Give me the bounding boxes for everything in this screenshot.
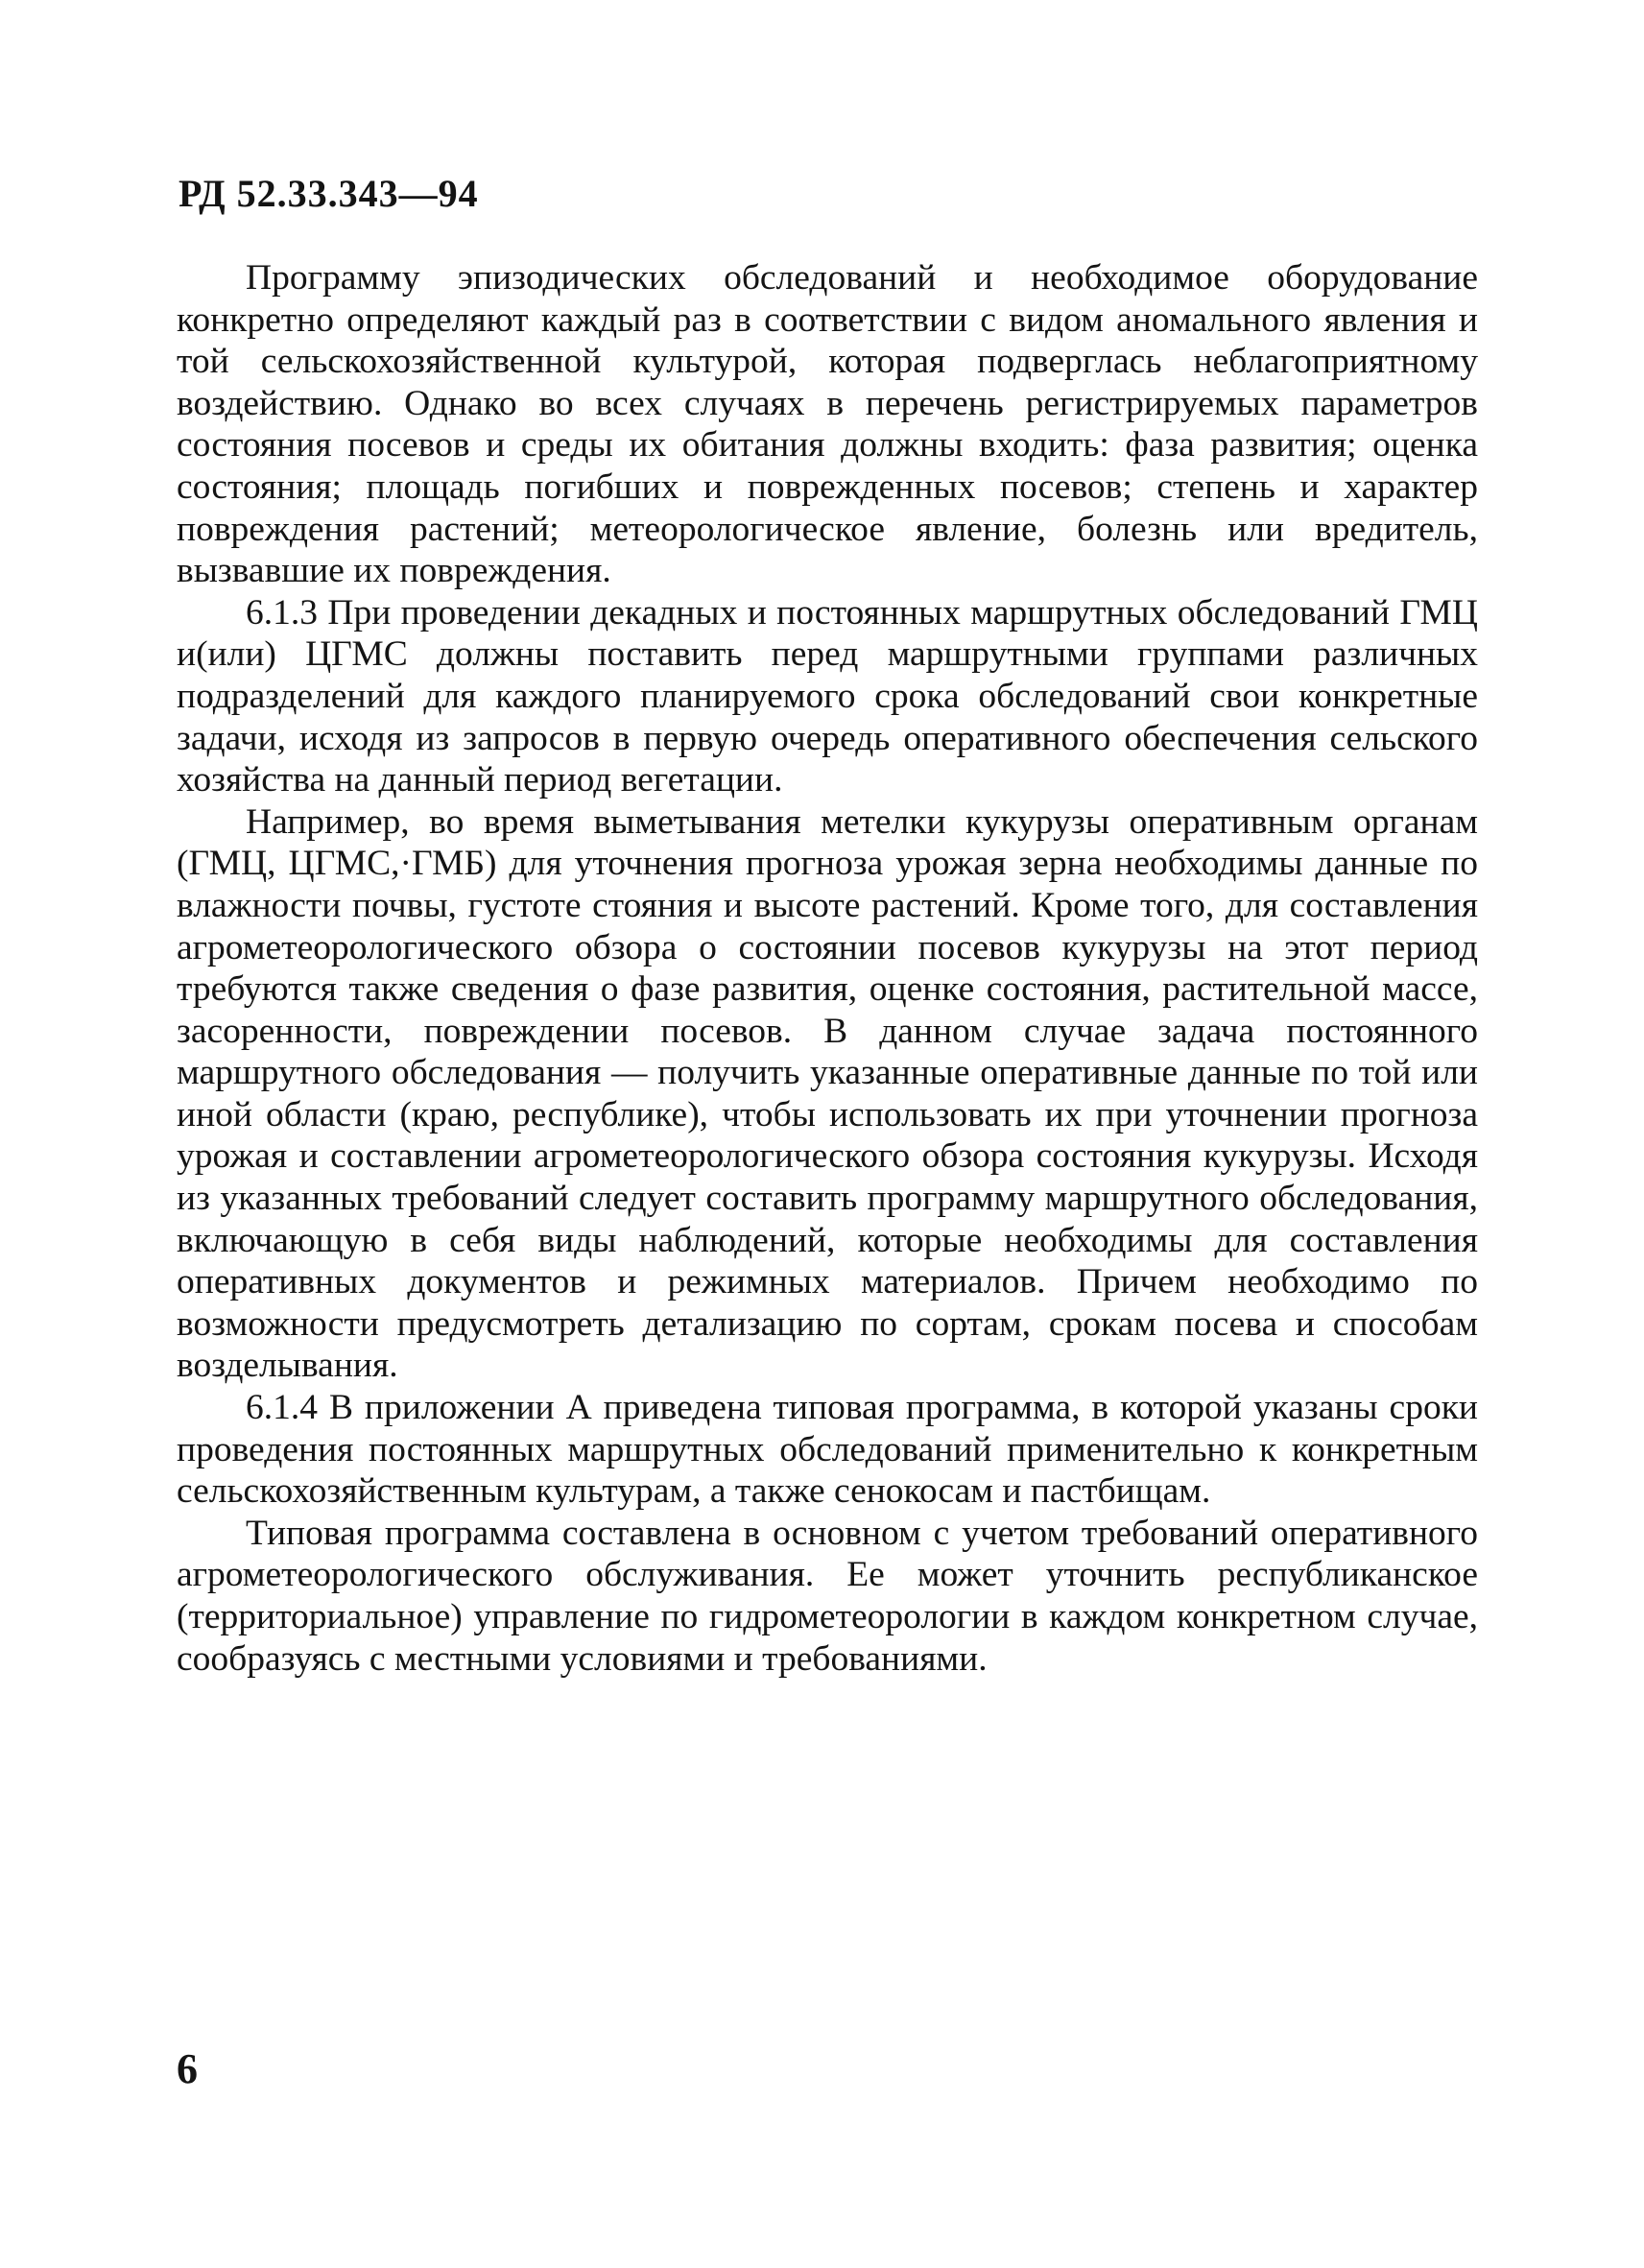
document-body [177,257,1478,1680]
paragraph-episodic-surveys: Программу эпизодических обследований и необходимое оборудование конкретно определяют каждый раз в соответствии с видом аномального явления и той сельскохозяйственной культурой, которая подверглась неблагоприятному воздействию. Однако во всех случаях в перечень регистрируемых параметров состояния посевов и среды их обитания должны входить: фаза развития; оценка состояния; площадь погибших и поврежденных посевов; степень и характер повреждения растений; метеорологическое явление, болезнь или вредитель, вызвавшие их повреждения. [177,258,1478,591]
paragraph-6-1-3: 6.1.3 При проведении декадных и постоянных маршрутных обследований ГМЦ и(или) ЦГМС должны поставить перед маршрутными группами различных подразделений для каждого планируемого срока обследований свои конкретные задачи, исходя из запросов в первую очередь оперативного обеспечения сельского хозяйства на данный период вегетации. [177,592,1478,800]
page-number: 6 [177,2045,198,2092]
paragraph-example-corn: Например, во время выметывания метелки кукурузы оперативным органам (ГМЦ, ЦГМС,·ГМБ) для уточнения прогноза урожая зерна необходимы данные по влажности почвы, густоте стояния и высоте растений. Кроме того, для составления агрометеорологического обзора о состоянии посевов кукурузы на этот период требуются также сведения о фазе развития, оценке состояния, растительной массе, засоренности, повреждении посевов. В данном случае задача постоянного маршрутного обследования — получить указанные оперативные данные по той или иной области (краю, республике), чтобы использовать их при уточнении прогноза урожая и составлении агрометеорологического обзора состояния кукурузы. Исходя из указанных требований следует составить программу маршрутного обследования, включающую в себя виды наблюдений, которые необходимы для составления оперативных документов и режимных материалов. Причем необходимо по возможности предусмотреть детализацию по сортам, срокам посева и способам возделывания. [177,801,1478,1386]
paragraph-6-1-4: 6.1.4 В приложении А приведена типовая программа, в которой указаны сроки проведения постоянных маршрутных обследований применительно к конкретным сельскохозяйственным культурам, а также сенокосам и пастбищам. [177,1388,1478,1512]
document-header: РД 52.33.343—94 [179,172,479,215]
paragraph-typical-program: Типовая программа составлена в основном с учетом требований оперативного агрометеорологического обслуживания. Ее может уточнить республиканское (территориальное) управление по гидрометеорологии в каждом конкретном случае, сообразуясь с местными условиями и требованиями. [177,1513,1478,1679]
